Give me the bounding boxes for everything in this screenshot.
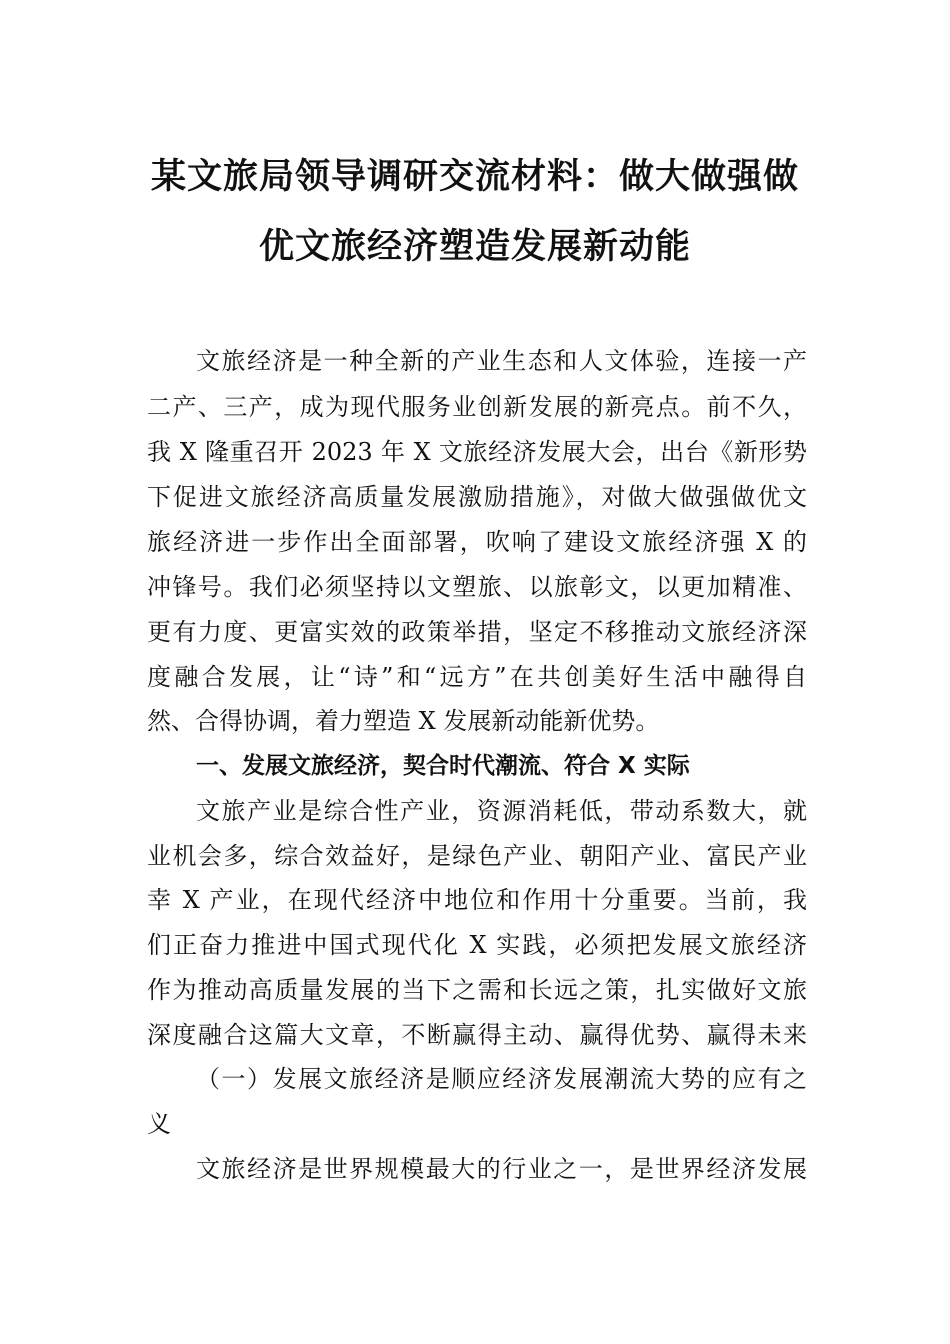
paragraph-1-line-7: 更有力度、更富实效的政策举措，坚定不移推动文旅经济深: [147, 618, 807, 646]
paragraph-1-line-3: 我 X 隆重召开 2023 年 X 文旅经济发展大会，出台《新形势: [147, 438, 807, 466]
paragraph-2-line-2: 业机会多，综合效益好，是绿色产业、朝阳产业、富民产业: [147, 842, 807, 870]
paragraph-1-line-6: 冲锋号。我们必须坚持以文塑旅、以旅彰文，以更加精准、: [147, 573, 807, 601]
paragraph-1-line-4: 下促进文旅经济高质量发展激励措施》，对做大做强做优文: [147, 483, 807, 511]
paragraph-2-line-3: 幸 X 产业，在现代经济中地位和作用十分重要。当前，我: [147, 886, 807, 914]
subsection-heading-line-1: （一）发展文旅经济是顺应经济发展潮流大势的应有之: [196, 1065, 807, 1093]
paragraph-1-line-1: 文旅经济是一种全新的产业生态和人文体验，连接一产: [196, 347, 807, 375]
paragraph-2-line-5: 作为推动高质量发展的当下之需和长远之策，扎实做好文旅: [147, 976, 807, 1004]
paragraph-1-line-8: 度融合发展，让“诗”和“远方”在共创美好生活中融得自: [147, 663, 807, 691]
paragraph-1-line-9: 然、合得协调，着力塑造 X 发展新动能新优势。: [147, 707, 660, 735]
paragraph-3-line-1: 文旅经济是世界规模最大的行业之一，是世界经济发展: [196, 1155, 807, 1183]
section-heading-1: 一、发展文旅经济，契合时代潮流、符合 X 实际: [196, 753, 690, 779]
paragraph-1-line-5: 旅经济进一步作出全面部署，吹响了建设文旅经济强 X 的: [147, 528, 807, 556]
paragraph-2-line-1: 文旅产业是综合性产业，资源消耗低，带动系数大，就: [196, 797, 807, 825]
paragraph-1-line-2: 二产、三产，成为现代服务业创新发展的新亮点。前不久，: [147, 393, 807, 421]
title-line-2: 优文旅经济塑造发展新动能: [258, 227, 691, 267]
paragraph-2-line-4: 们正奋力推进中国式现代化 X 实践，必须把发展文旅经济: [147, 931, 807, 959]
document-title: [120, 142, 830, 282]
subsection-heading-line-2: 义: [147, 1110, 171, 1138]
paragraph-2-line-6: 深度融合这篇大文章，不断赢得主动、赢得优势、赢得未来: [147, 1021, 807, 1049]
title-line-1: 某文旅局领导调研交流材料：做大做强做: [150, 157, 799, 197]
